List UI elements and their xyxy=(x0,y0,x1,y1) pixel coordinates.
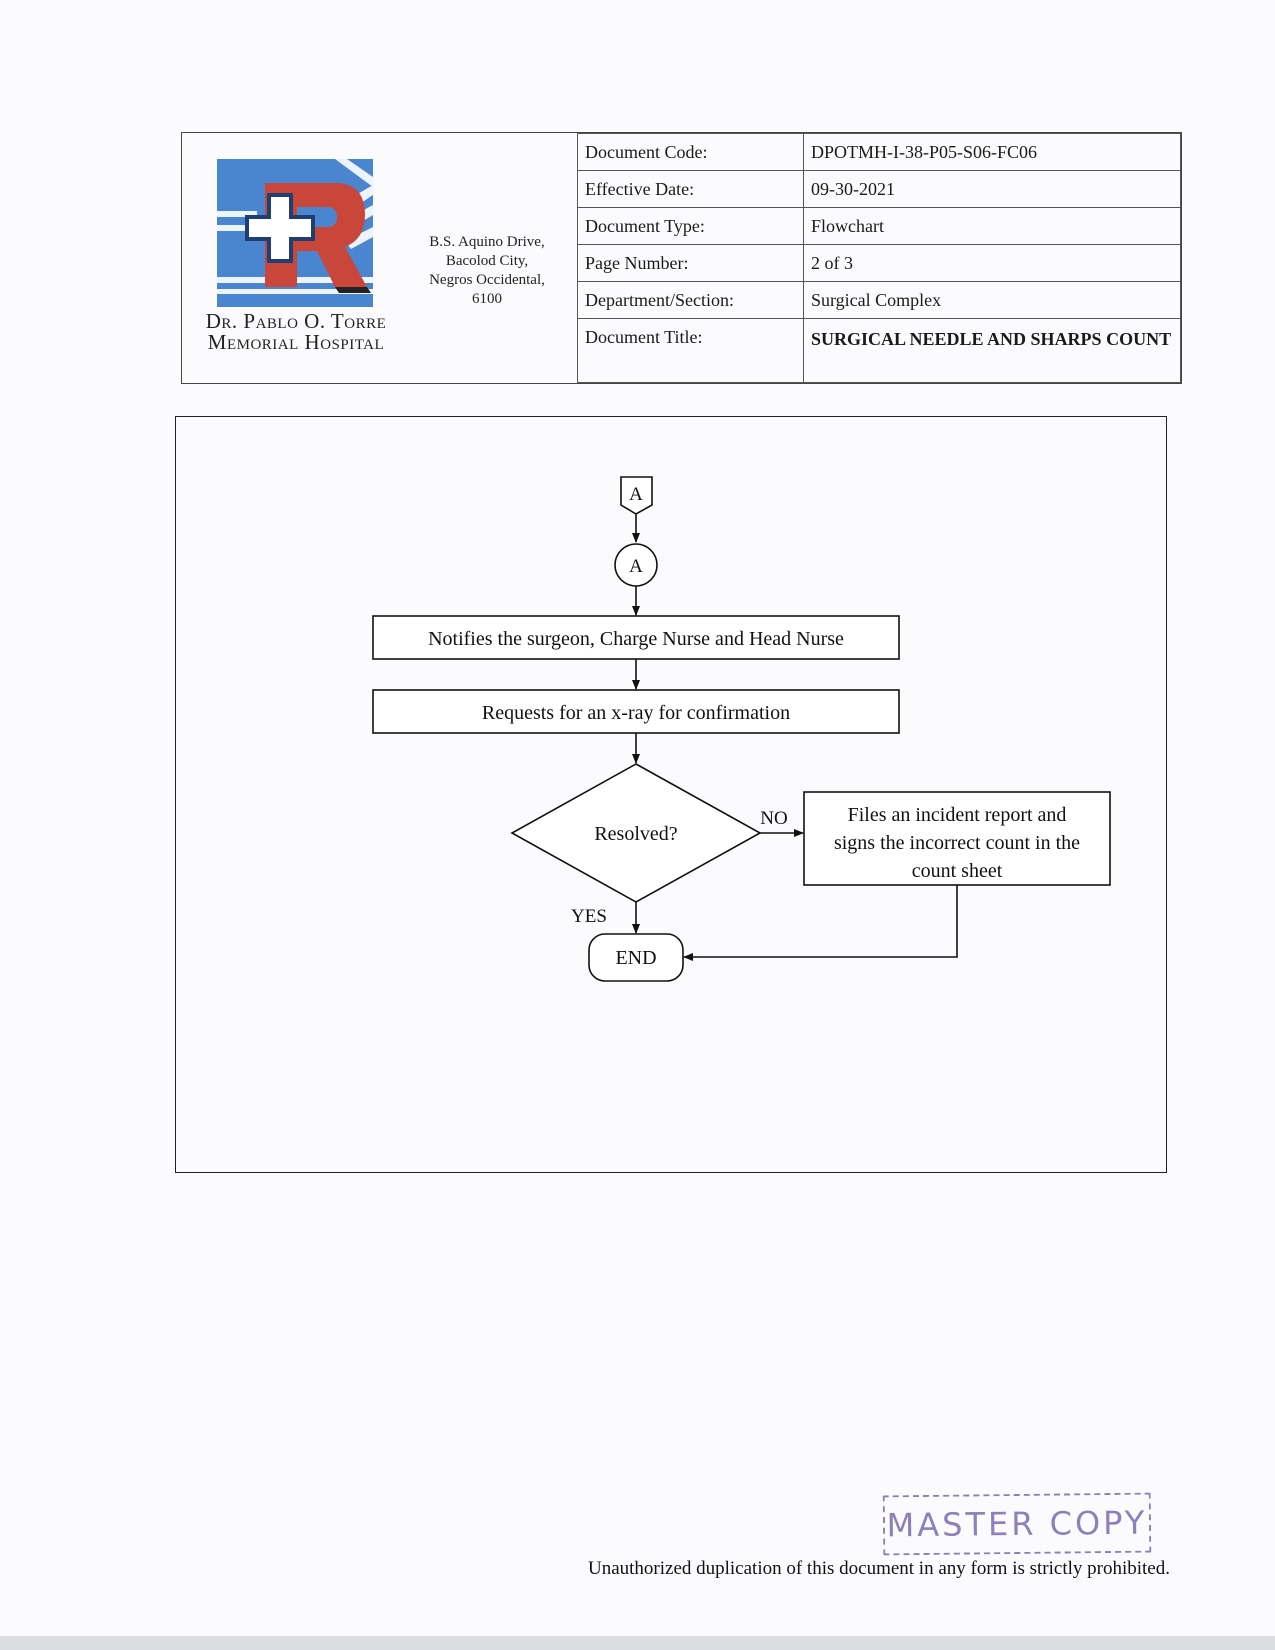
page-number-value: 2 of 3 xyxy=(804,245,1181,282)
master-copy-stamp xyxy=(883,1493,1152,1556)
yes-branch-label: YES xyxy=(571,906,607,927)
effective-date-label: Effective Date: xyxy=(578,171,804,208)
hospital-name xyxy=(196,311,396,349)
address-line-3: Negros Occidental, xyxy=(429,272,545,288)
hospital-logo-cell xyxy=(182,133,578,383)
page-number-row xyxy=(578,245,1181,282)
incident-report-line-1: Files an incident report and xyxy=(847,804,1067,826)
offpage-connector-label: A xyxy=(629,484,643,505)
page-bottom-edge xyxy=(0,1636,1275,1650)
department-value: Surgical Complex xyxy=(804,282,1181,319)
address-line-2: Bacolod City, xyxy=(445,253,529,269)
no-branch-label: NO xyxy=(760,808,788,829)
address-line-4: 6100 xyxy=(472,291,502,307)
document-code-row xyxy=(578,134,1181,171)
end-terminator-label: END xyxy=(615,947,657,969)
document-info-table xyxy=(577,133,1181,383)
address-line-1: B.S. Aquino Drive, xyxy=(429,234,545,250)
master-copy-stamp-text: MASTER COPY xyxy=(886,1503,1148,1545)
document-title-value: SURGICAL NEEDLE AND SHARPS COUNT xyxy=(804,319,1181,383)
flowchart-frame xyxy=(175,416,1167,1173)
effective-date-value: 09-30-2021 xyxy=(804,171,1181,208)
hospital-name-line-1: Dr. Pablo O. Torre xyxy=(205,311,387,333)
onpage-connector-label: A xyxy=(629,556,643,577)
department-label: Department/Section: xyxy=(578,282,804,319)
flowchart xyxy=(176,417,1166,1172)
incident-report-line-3: count sheet xyxy=(911,860,1003,882)
document-code-value: DPOTMH-I-38-P05-S06-FC06 xyxy=(804,134,1181,171)
hospital-address xyxy=(412,233,562,309)
decision-resolved-label: Resolved? xyxy=(594,823,678,845)
effective-date-row xyxy=(578,171,1181,208)
department-row xyxy=(578,282,1181,319)
page-number-label: Page Number: xyxy=(578,245,804,282)
hospital-logo-icon xyxy=(217,159,377,309)
process-step-notify-label: Notifies the surgeon, Charge Nurse and Head Nurse xyxy=(428,628,844,650)
document-code-label: Document Code: xyxy=(578,134,804,171)
document-type-label: Document Type: xyxy=(578,208,804,245)
document-title-label: Document Title: xyxy=(578,319,804,383)
process-step-xray-label: Requests for an x-ray for confirmation xyxy=(481,702,791,724)
document-type-row xyxy=(578,208,1181,245)
document-type-value: Flowchart xyxy=(804,208,1181,245)
arrow-incident-to-end xyxy=(684,885,957,957)
document-header xyxy=(181,132,1182,384)
incident-report-line-2: signs the incorrect count in the xyxy=(833,832,1081,854)
duplication-notice: Unauthorized duplication of this document in any form is strictly prohibited. xyxy=(587,1558,1170,1579)
hospital-name-line-2: Memorial Hospital xyxy=(207,330,385,349)
document-title-row xyxy=(578,319,1181,383)
